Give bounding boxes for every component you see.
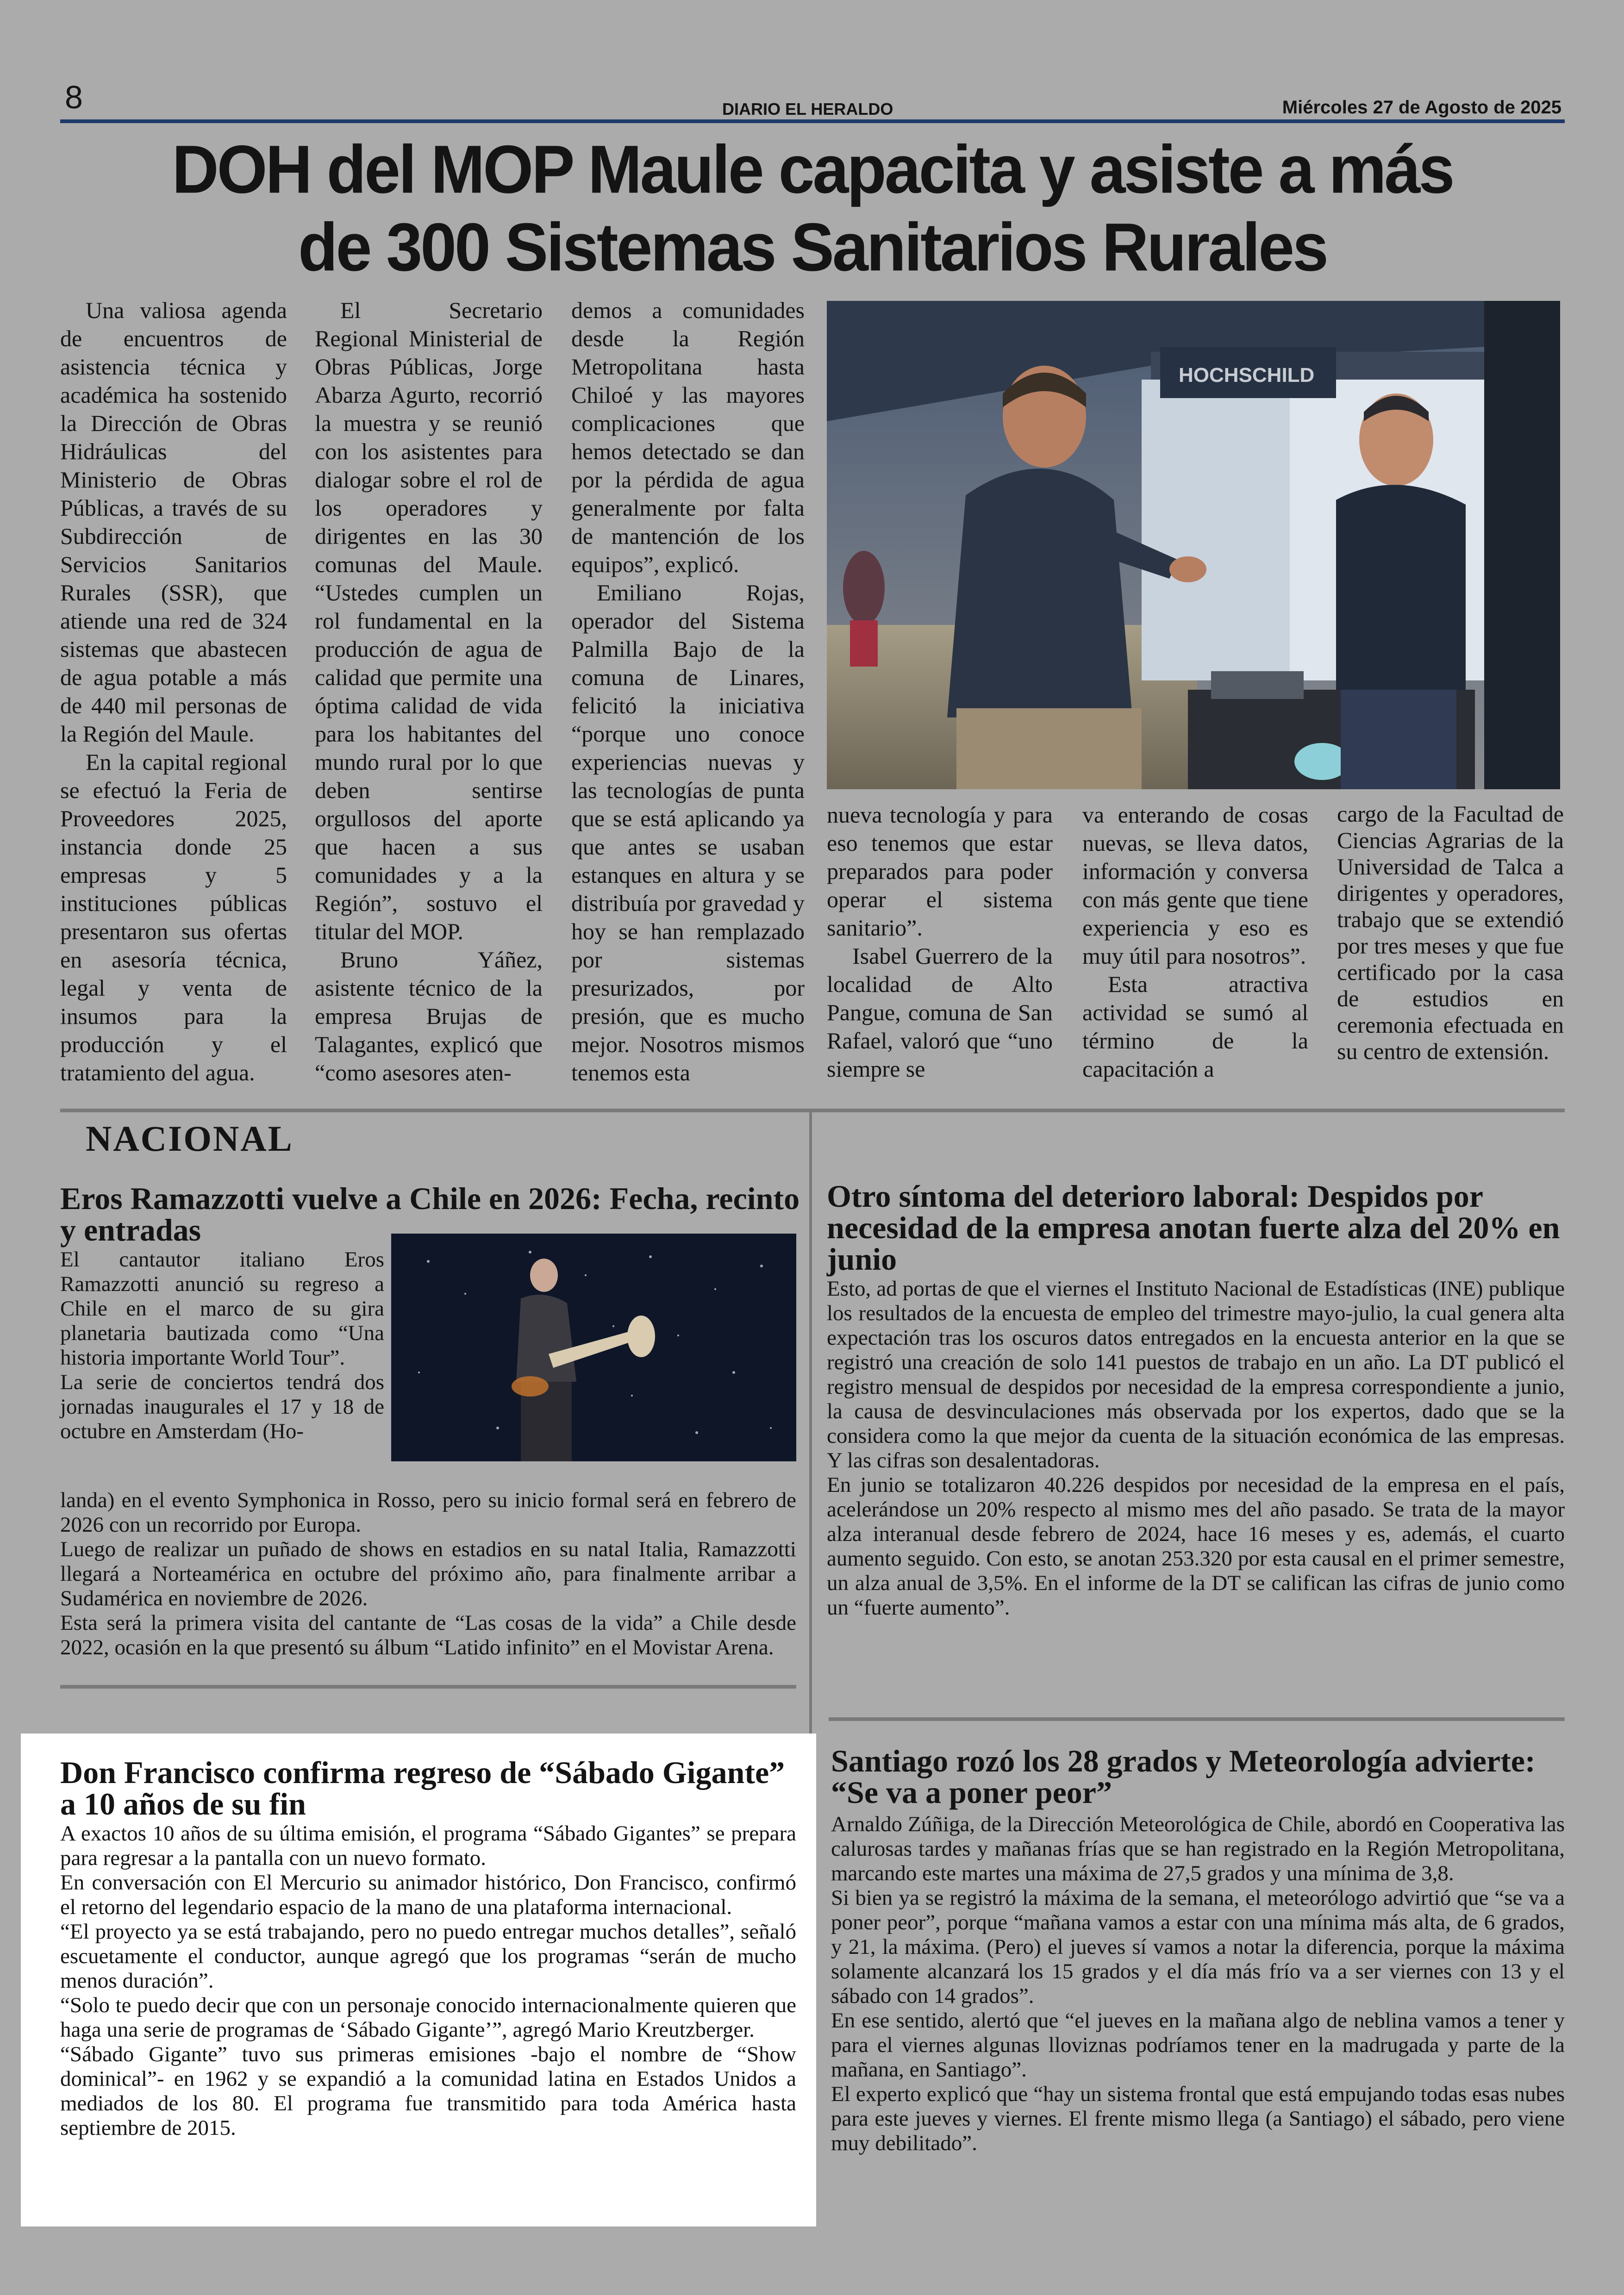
lead-column-1	[60, 296, 287, 1087]
francisco-paragraph: “Sábado Gigante” tuvo sus primeras emisiones -bajo el nombre de “Show dominical”- en 1962 y se expandió a la comunidad latina en Estados Unidos a mediados de los 80. El programa fue transmitido para toda América hasta septiembre de 2015.	[60, 2042, 796, 2140]
lead-headline-line1: DOH del MOP Maule capacita y asiste a más	[172, 131, 1453, 207]
lead-column-6	[1337, 801, 1564, 1065]
eros-body	[60, 1488, 796, 1660]
section-label: NACIONAL	[86, 1118, 294, 1159]
eros-paragraph: El cantautor italiano Eros Ramazzotti anunció su regreso a Chile en el marco de su gira planetaria bautizada como “Una historia importante World Tour”.	[60, 1247, 384, 1370]
section-divider	[60, 1109, 1565, 1112]
lead-paragraph: cargo de la Facultad de Ciencias Agrarias de la Universidad de Talca a dirigentes y operadores, trabajo que se extendió por tres meses y que fue certificado por la casa de estudios en ceremonia efectuada en su centro de extensión.	[1337, 801, 1564, 1064]
newspaper-name: DIARIO EL HERALDO	[722, 100, 893, 118]
francisco-paragraph: A exactos 10 años de su última emisión, el programa “Sábado Gigantes” se prepara para regresar a la pantalla con un nuevo formato.	[60, 1821, 796, 1870]
santiago-headline: Santiago rozó los 28 grados y Meteorología advierte: “Se va a poner peor”	[831, 1743, 1536, 1810]
lead-paragraph: En la capital regional se efectuó la Feria de Proveedores 2025, instancia donde 25 empresas y 5 instituciones públicas presentaron sus ofertas en asesoría técnica, legal y venta de insumos para la producción y el tratamiento del agua.	[60, 749, 287, 1085]
story-divider-right	[829, 1717, 1565, 1721]
column-divider	[809, 1109, 812, 1734]
santiago-paragraph: Arnaldo Zúñiga, de la Dirección Meteorológica de Chile, abordó en Cooperativa las calurosas tardes y mañanas frías que se han registrado en la Región Metropolitana, marcando este martes una máxima de 27,5 grados y una mínima de 3,8.	[831, 1812, 1565, 1885]
francisco-paragraph: “Solo te puedo decir que con un personaje conocido internacionalmente quieren que haga una serie de programas de ‘Sábado Gigante’”, agregó Mario Kreutzberger.	[60, 1993, 796, 2042]
lead-paragraph: Bruno Yáñez, asistente técnico de la empresa Brujas de Talagantes, explicó que “como asesores aten-	[315, 947, 543, 1085]
lead-column-2	[315, 296, 543, 1087]
despidos-body	[827, 1277, 1565, 1620]
santiago-paragraph: Si bien ya se registró la máxima de la semana, el meteorólogo advirtió que “se va a poner peor”, porque “mañana vamos a estar con una mínima más alta, de 6 grados, y 21, la máxima. (Pero) el jueves sí vamos a notar la diferencia, porque la máxima solamente alcanzará los 15 grados y el día más frío va a ser viernes con 13 y el sábado con 14 grados”.	[831, 1886, 1565, 2008]
eros-body-beside-photo	[60, 1247, 384, 1444]
eros-paragraph: landa) en el evento Symphonica in Rosso, pero su inicio formal será en febrero de 2026 con un recorrido por Europa.	[60, 1488, 796, 1537]
lead-photo	[827, 301, 1560, 789]
eros-headline: Eros Ramazzotti vuelve a Chile en 2026: Fecha, recinto y entradas	[60, 1181, 800, 1247]
despidos-paragraph: En junio se totalizaron 40.226 despidos por necesidad de la empresa en el país, acelerándose un 20% respecto al mismo mes del año pasado. Se trata de la mayor alza interanual desde febrero de 2024, hace 16 meses y es, además, el cuarto aumento seguido. Con esto, se anotan 253.320 por esta causal en el primer semestre, un alza anual de 3,5%. En el informe de la DT se califican las cifras de junio como un “fuerte aumento”.	[827, 1473, 1565, 1620]
santiago-paragraph: El experto explicó que “hay un sistema frontal que está empujando todas esas nubes para este jueves y viernes. El frente mismo llega (a Santiago) el sábado, pero viene muy debilitado”.	[831, 2082, 1565, 2155]
masthead-rule	[60, 119, 1565, 123]
fair-scene-illustration	[827, 301, 1560, 789]
concert-illustration	[391, 1234, 796, 1461]
lead-paragraph: nueva tecnología y para eso tenemos que estar preparados para poder operar el sistema sanitario”.	[827, 802, 1053, 941]
lead-paragraph: va enterando de cosas nuevas, se lleva datos, información y conversa con más gente que tiene experiencia y eso es muy útil para nosotros”.	[1082, 802, 1308, 969]
eros-paragraph: La serie de conciertos tendrá dos jornadas inaugurales el 17 y 18 de octubre en Amsterdam (Ho-	[60, 1370, 384, 1443]
francisco-headline: Don Francisco confirma regreso de “Sábado Gigante” a 10 años de su fin	[60, 1755, 785, 1821]
lead-headline	[60, 131, 1565, 286]
lead-paragraph: Esta atractiva actividad se sumó al término de la capacitación a	[1082, 971, 1308, 1082]
page-number: 8	[65, 79, 83, 115]
lead-paragraph: demos a comunidades desde la Región Metropolitana hasta Chiloé y las mayores complicaciones que hemos detectado se dan por la pérdida de agua generalmente por falta de mantención de los equipos”, explicó.	[571, 297, 805, 577]
issue-date: Miércoles 27 de Agosto de 2025	[1282, 97, 1562, 118]
santiago-paragraph: En ese sentido, alertó que “el jueves en la mañana algo de neblina vamos a tener y para el viernes algunas lloviznas podríamos tener en la madrugada y parte de la mañana, en Santiago”.	[831, 2008, 1565, 2082]
eros-concert-photo	[391, 1234, 796, 1461]
lead-column-5	[1082, 801, 1308, 1083]
story-divider-left	[60, 1685, 796, 1689]
lead-column-4	[827, 801, 1053, 1083]
lead-paragraph: Emiliano Rojas, operador del Sistema Palmilla Bajo de la comuna de Linares, felicitó la iniciativa “porque uno conoce experiencias nuevas y las tecnologías de punta que se está aplicando ya que antes se usaban estanques en altura y se distribuía por gravedad y hoy se han remplazado por sistemas presurizados, por presión, que es mucho mejor. Nosotros mismos tenemos esta	[571, 580, 805, 1085]
hochschild-sign: HOCHSCHILD	[1179, 364, 1315, 387]
santiago-body	[831, 1812, 1565, 2156]
lead-headline-line2: de 300 Sistemas Sanitarios Rurales	[298, 209, 1327, 285]
eros-paragraph: Esta será la primera visita del cantante de “Las cosas de la vida” a Chile desde 2022, ocasión en la que presentó su álbum “Latido infinito” en el Movistar Arena.	[60, 1611, 796, 1659]
lead-paragraph: Isabel Guerrero de la localidad de Alto Pangue, comuna de San Rafael, valoró que “uno siempre se	[827, 943, 1053, 1082]
despidos-paragraph: Esto, ad portas de que el viernes el Instituto Nacional de Estadísticas (INE) publique los resultados de la encuesta de empleo del trimestre mayo-julio, la cual genera alta expectación tras los oscuros datos entregados en la encuesta anterior en la que se registró una creación de solo 141 puestos de trabajo en un año. La DT publicó el registro mensual de despidos por necesidad de la empresa correspondiente a junio, la causa de desvinculaciones más observada por los expertos, dado que se la considera como la que mejor da cuenta de la situación económica de las empresas. Y las cifras son desalentadoras.	[827, 1277, 1565, 1472]
lead-paragraph: El Secretario Regional Ministerial de Obras Públicas, Jorge Abarza Agurto, recorrió la muestra y se reunió con los asistentes para dialogar sobre el rol de los operadores y dirigentes en las 30 comunas del Maule. “Ustedes cumplen un rol fundamental en la producción de agua de calidad que permite una óptima calidad de vida para los habitantes del mundo rural por lo que deben sentirse orgullosos del aporte que hacen a sus comunidades y a la Región”, sostuvo el titular del MOP.	[315, 297, 543, 944]
francisco-paragraph: “El proyecto ya se está trabajando, pero no puedo entregar muchos detalles”, señaló escuetamente el conductor, aunque agregó que los programas “serán de mucho menos duración”.	[60, 1920, 796, 1993]
lead-column-3	[571, 296, 805, 1087]
lead-paragraph: Una valiosa agenda de encuentros de asistencia técnica y académica ha sostenido la Dirección de Obras Hidráulicas del Ministerio de Obras Públicas, a través de su Subdirección de Servicios Sanitarios Rurales (SSR), que atiende una red de 324 sistemas que abastecen de agua potable a más de 440 mil personas de la Región del Maule.	[60, 297, 287, 747]
francisco-body	[60, 1821, 796, 2140]
eros-paragraph: Luego de realizar un puñado de shows en estadios en su natal Italia, Ramazzotti llegará a Norteamérica en octubre del próximo año, para finalmente arribar a Sudamérica en noviembre de 2026.	[60, 1537, 796, 1610]
despidos-headline: Otro síntoma del deterioro laboral: Despidos por necesidad de la empresa anotan fuerte alza del 20% en junio	[827, 1179, 1560, 1277]
francisco-paragraph: En conversación con El Mercurio su animador histórico, Don Francisco, confirmó el retorno del legendario espacio de la mano de una plataforma internacional.	[60, 1871, 796, 1919]
